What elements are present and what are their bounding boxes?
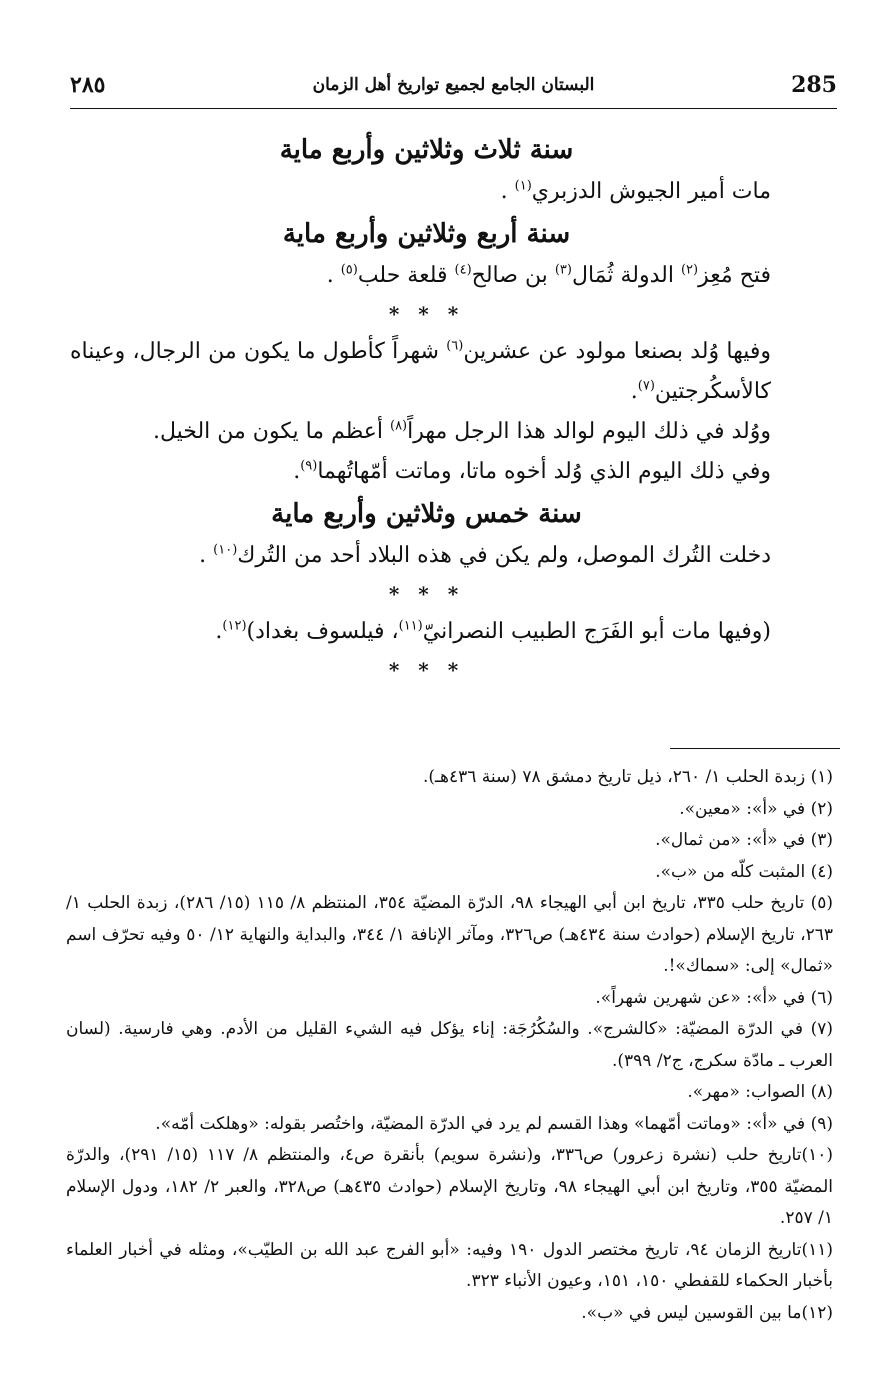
footnote-separator xyxy=(670,748,840,749)
footnote: (١) زبدة الحلب ١/ ٢٦٠، ذيل تاريخ دمشق ٧٨ (سنة ٤٣٦هـ). xyxy=(423,767,833,787)
running-title: البستان الجامع لجميع تواريخ أهل الزمان xyxy=(312,75,595,95)
year-heading: سنة أربع وثلاثين وأربع ماية xyxy=(282,219,571,249)
footnote: (٤) المثبت كلّه من «ب». xyxy=(655,861,833,882)
footnote: (٩) في «أ»: «وماتت أمّهما» وهذا القسم لم يرد في الدرّة المضيّة، واختُصر بقوله: «وهلكت أمّه». xyxy=(155,1113,833,1134)
paragraph-text: . xyxy=(630,379,638,404)
page-number-arabic: ٢٨٥ xyxy=(70,72,106,98)
paragraph-text: دخلت التُرك الموصل، ولم يكن في هذه البلاد أحد من التُرك xyxy=(237,543,771,568)
paragraph-text: مات أمير الجيوش الدزبري xyxy=(531,179,771,204)
paragraph-text: . xyxy=(500,179,515,204)
paragraph-text: شهراً كأطول ما يكون من الرجال، وعيناه كالأسكُرجتين xyxy=(70,339,771,404)
section-divider-stars: * * * xyxy=(388,658,465,682)
footnote: (١٢)ما بين القوسين ليس في «ب». xyxy=(581,1302,833,1323)
footnote-ref: (١١) xyxy=(398,618,423,634)
footnote-ref: (١٠) xyxy=(213,542,238,558)
section-divider-stars: * * * xyxy=(388,302,465,326)
paragraph xyxy=(70,412,783,452)
footnotes xyxy=(66,762,833,1329)
paragraph-text: وفي ذلك اليوم الذي وُلد أخوه ماتا، وماتت أمّهاتُهما xyxy=(317,459,771,484)
footnote-ref: (١٢) xyxy=(222,618,247,634)
year-heading: سنة خمس وثلاثين وأربع ماية xyxy=(271,499,582,529)
footnote: (١١)تاريخ الزمان ٩٤، تاريخ مختصر الدول ١٩٠ وفيه: «أبو الفرج عبد الله بن الطيّب»، ومثله في أخبار العلماء بأخبار الحكماء للقفطي ١٥٠، ١٥١، وعيون الأنباء ٣٢٣. xyxy=(66,1239,833,1291)
footnote-ref: (٩) xyxy=(300,458,318,474)
header-rule xyxy=(70,108,837,109)
paragraph-text: ، فيلسوف بغداد) xyxy=(246,619,399,644)
footnote: (٥) تاريخ حلب ٣٣٥، تاريخ ابن أبي الهيجاء ٩٨، الدرّة المضيّة ٣٥٤، المنتظم ٨/ ١١٥ (١٥/ ٢٨٦)، زبدة الحلب ١/ ٢٦٣، تاريخ الإسلام (حوادث سنة ٤٣٤هـ) ص٣٢٦، ومآثر الإنافة ١/ ٣٤٤، والبداية والنهاية ١٢/ ٥٠ وفيه تحرّف اسم «ثمال» إلى: «سماك»!. xyxy=(66,893,834,976)
footnote-ref: (٥) xyxy=(340,262,358,278)
paragraph-text: . xyxy=(215,619,223,644)
footnote-ref: (٣) xyxy=(554,262,572,278)
paragraph-text: (وفيها مات أبو الفَرَج الطبيب النصرانيّ xyxy=(422,619,771,644)
paragraph xyxy=(70,452,783,492)
year-heading: سنة ثلاث وثلاثين وأربع ماية xyxy=(279,135,574,165)
footnote-ref: (٢) xyxy=(680,262,699,278)
footnote-ref: (٤) xyxy=(454,262,472,278)
paragraph xyxy=(70,172,783,212)
paragraph xyxy=(70,332,783,412)
footnote-ref: (٧) xyxy=(637,378,655,394)
paragraph-text: . xyxy=(293,459,301,484)
running-header xyxy=(70,72,837,106)
paragraph-text: بن صالح xyxy=(471,263,555,288)
footnote: (٧) في الدرّة المضيّة: «كالشرج». والسُكُرُجَة: إناء يؤكل فيه الشيء القليل من الأدم. وهي فارسية. (لسان العرب ـ مادّة سكرج، ج٢/ ٣٩٩). xyxy=(66,1019,833,1071)
footnote: (٦) في «أ»: «عن شهرين شهراً». xyxy=(595,987,833,1008)
footnote-ref: (١) xyxy=(514,178,532,194)
paragraph-text: ووُلد في ذلك اليوم لوالد هذا الرجل مهراً xyxy=(407,419,771,444)
section-divider-stars: * * * xyxy=(388,582,465,606)
footnote-ref: (٨) xyxy=(389,418,408,434)
main-text xyxy=(70,128,783,688)
paragraph-text: . xyxy=(326,263,341,288)
paragraph-text: قلعة حلب xyxy=(357,263,455,288)
page-number-latin: 285 xyxy=(791,72,837,98)
paragraph-text: وفيها وُلد بصنعا مولود عن عشرين xyxy=(463,339,771,364)
footnote: (٢) في «أ»: «معين». xyxy=(679,798,833,819)
paragraph xyxy=(70,536,783,576)
paragraph-text: الدولة ثُمَال xyxy=(571,263,681,288)
paragraph-text: . xyxy=(199,543,214,568)
paragraph xyxy=(70,256,783,296)
footnote: (١٠)تاريخ حلب (نشرة زعرور) ص٣٣٦، و(نشرة سويم) بأنقرة ص٤، والمنتظم ٨/ ١١٧ (١٥/ ٢٩١)، والدرّة المضيّة ٣٥٥، وتاريخ ابن أبي الهيجاء ٩٨، وتاريخ الإسلام (حوادث ٤٣٥هـ) ص٣٢٨، والعبر ٢/ ١٨٢، ودول الإسلام ١/ ٢٥٧. xyxy=(66,1145,833,1228)
paragraph-text: فتح مُعِز xyxy=(698,263,771,288)
footnote: (٨) الصواب: «مهر». xyxy=(687,1082,833,1102)
footnote-ref: (٦) xyxy=(446,338,464,354)
paragraph xyxy=(70,612,783,652)
paragraph-text: أعظم ما يكون من الخيل. xyxy=(152,419,390,444)
footnote: (٣) في «أ»: «من ثمال». xyxy=(655,830,833,850)
